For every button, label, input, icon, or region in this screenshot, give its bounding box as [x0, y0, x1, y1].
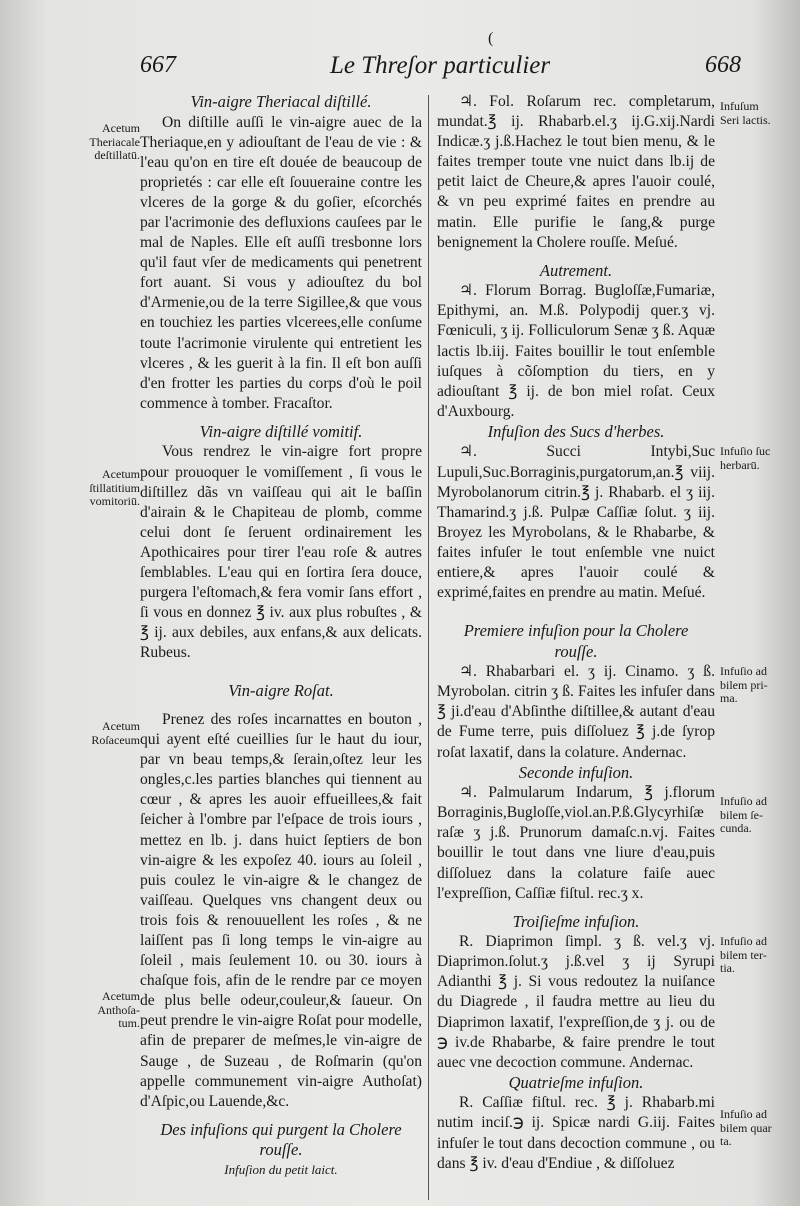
heading-premiere-infusion: Premiere infuſion pour la Cholere rouſſe. [463, 621, 689, 661]
margin-note-seri-lactis: Infuſum Seri lactis. [720, 99, 771, 127]
margin-note-bilem-tertia: Infuſio ad bilem ter- tia. [720, 934, 767, 975]
left-column [140, 92, 422, 1179]
paragraph-premiere: ♃. Rhabarbari el. ʒ ij. Cinamo. ʒ ß. Myrobolan. citrin ʒ ß. Faites les infuſer dans ℥ ji.d'eau d'Abſinthe diſtillee,& autant d'eau de Fume terre, puis diſſoluez ℥ j.de ſyrop roſat laxatif, dans la colature. Andernac. [437, 663, 715, 761]
column-rule [428, 95, 429, 1200]
paragraph-seconde: ♃. Palmularum Indarum, ℥ j.florum Borraginis,Bugloſſe,viol.an.P.ß.Glycyrhiſæ raſæ ʒ j.ß. Prunorum damaſc.n.vj. Faites bouillir le tout dans vne liure d'eau,puis diſſoluez dans la colature faiſe auec l'expreſſion, Caſſiæ fiſtul. rec.ʒ x. [437, 784, 715, 902]
heading-vomitif: Vin-aigre diſtillé vomitif. [199, 421, 363, 441]
margin-note-succi: Infuſio ſuc herbarū. [720, 444, 771, 472]
heading-rosat: Vin-aigre Roſat. [228, 681, 334, 701]
heading-infusions-cholere: Des infuſions qui purgent la Cholere rouſſe. [160, 1119, 402, 1160]
paragraph-vomitif: Vous rendrez le vin-aigre fort propre pour prouoquer le vomiſſement , ſi vous le diſtillez dãs vn vaiſſeau qui ait le baſſin d'airain & le Chapiteau de plomb, comme celui dont ſe ſeruent ordinairement les Apothicaires pour tirer l'eau roſe & autres ſemblables. L'eau qui en ſortira ſera douce, purgera l'eſtomach,& fera vomir ſans effort , ſi vous en donnez ℥ iv. aux plus robuſtes , & ℥ ij. aux debiles, aux enfans,& aux delicats. Rubeus. [140, 443, 422, 662]
paragraph-theriacal: On diſtille auſſi le vin-aigre auec de la Theriaque,en y adiouſtant de l'eau de vie : & l'eau qu'on en tire eſt douée de beaucoup de proprietés : car elle eſt ſouueraine contre les vlceres de la gorge & du goſier, eſcorchés par l'acrimonie des defluxions cauſees par le mal de Naples. Elle eſt auſſi tresbonne lors qu'il faut vſer de medicaments qui penetrent fort auant. Si vous y adiouſtez du bol d'Armenie,ou de la terre Sigillee,& que vous en touchiez les parties vlcerees,elle conſume toute l'acrimonie virulente qui entretient les vlceres , & les guerit à la fin. Il eſt bon auſſi d'en frotter les parties du corps d'où le poil commence à tomber. Fracaſtor. [140, 113, 422, 412]
paragraph-troisiesme: R. Diaprimon ſimpl. ʒ ß. vel.ʒ vj. Diaprimon.ſolut.ʒ j.ß.vel ʒ ij Syrupi Adianthi ℥ j. Si vous redoutez la nuiſance du Diagrede , il faudra mettre au lieu du Diaprimon laxatif, l'expreſſion,de ʒ j. ou de ℈ iv.de Rhabarbe, & faire prendre le tout auec vne decoction commune. Andernac. [437, 933, 715, 1071]
margin-note-bilem-prima: Infuſio ad bilem pri- ma. [720, 664, 768, 705]
paragraph-quatriesme: R. Caſſiæ fiſtul. rec. ℥ j. Rhabarb.mi nutim inciſ.℈ ij. Spicæ nardi G.iij. Faites infuſer le tout dans decoction commune , ou dans ℥ iv. d'eau d'Endiue , & diſſoluez [437, 1094, 715, 1172]
margin-note-rosaceum: Acetum Roſaceum [91, 719, 140, 747]
heading-troisiesme-infusion: Troiſieſme infuſion. [512, 911, 640, 931]
paragraph-succi: ♃. Succi Intybi,Suc Lupuli,Suc.Borraginis,purgatorum,an.℥ viij. Myrobolanorum citrin.℥ j. Rhabarb. el ʒ iij. Thamarind.ʒ j.ß. Pulpæ Caſſiæ ſolut. ʒ iij. Broyez les Myrobolans, & le Rhabarbe, & faites infuſer le tout enſemble vne nuict entiere,& apres l'auoir coulé & exprimé,faites en prendre au matin. Meſué. [437, 443, 715, 602]
heading-autrement: Autrement. [539, 260, 613, 280]
heading-seconde-infusion: Seconde infuſion. [518, 762, 634, 782]
heading-quatriesme-infusion: Quatrieſme infuſion. [508, 1072, 644, 1092]
running-title: Le Threʃor particulier [330, 52, 551, 79]
margin-note-bilem-secunda: Infuſio ad bilem ſe- cunda. [720, 794, 767, 835]
top-mark: ( [488, 30, 494, 47]
margin-note-bilem-quarta: Infuſio ad bilem quar ta. [720, 1107, 772, 1148]
heading-petit-laict: Infuſion du petit laict. [224, 1161, 338, 1177]
page-number-right: 668 [705, 52, 741, 78]
heading-sucs-herbes: Infuſion des Sucs d'herbes. [487, 421, 665, 441]
margin-note-anthosatum: Acetum Anthoſa- tum. [97, 989, 140, 1030]
heading-theriacal: Vin-aigre Theriacal diſtillé. [190, 92, 372, 111]
right-column [437, 92, 715, 1174]
margin-note-vomitorium: Acetum ſtillatitium vomitoriū. [89, 467, 140, 508]
page-number-left: 667 [140, 52, 176, 78]
paragraph-rosat: Prenez des roſes incarnattes en bouton , qui ayent eſté cueillies ſur le haut du iour, par vn beau temps,& ſerain,oſtez leur les ongles,c.les parties blanches qui tiennent au cœur , & apres les auoir effueillees,& fait ſeicher à l'ombre par l'eſpace de trois iours , mettez en lb. j. dans huict ſeptiers de bon vin-aigre & les expoſez 40. iours au ſoleil , puis coulez le vin-aigre & le changez de vaiſſeau. Quelques vns changent deux ou trois fois & renouuellent les roſes , & ne laiſſent pas ſi long temps le vin-aigre au ſoleil , mais ſeulement 10. ou 30. iours à chaſque fois, afin de le rendre par ce moyen de plus belle odeur,couleur,& ſaueur. On peut prendre le vin-aigre Roſat pour modelle, afin de preparer de meſmes,le vin-aigre de Sauge , de Suzeau , de Roſmarin (qu'on appelle communement vin-aigre Authoſat) d'Aſpic,ou Lauende,&c. [140, 710, 422, 1110]
paragraph-borrag: ♃. Florum Borrag. Bugloſſæ,Fumariæ, Epithymi, an. M.ß. Polypodij quer.ʒ vj. Fœniculi, ʒ ij. Folliculorum Senæ ʒ ß. Aquæ lactis lb.iij. Faites bouillir le tout enſemble iuſques à cõſomption du tiers, en y adiouſtant ℥ ij. de bon miel roſat. Ceux d'Auxbourg. [437, 282, 715, 420]
paragraph-rosarum: ♃. Fol. Roſarum rec. completarum, mundat.℥ ij. Rhabarb.el.ʒ ij.G.xij.Nardi Indicæ.ʒ j.ß.Hachez le tout bien menu, & le faites tremper toute vne nuict dans lb.ij de petit laict de Cheure,& apres l'auoir coulé, & vn peu exprimé faites en prendre au matin. Elle purifie le ſang,& purge benignement la Cholere rouſſe. Meſué. [437, 93, 715, 251]
margin-note-theriacale: Acetum Theriacale deſtillatū. [89, 121, 140, 162]
